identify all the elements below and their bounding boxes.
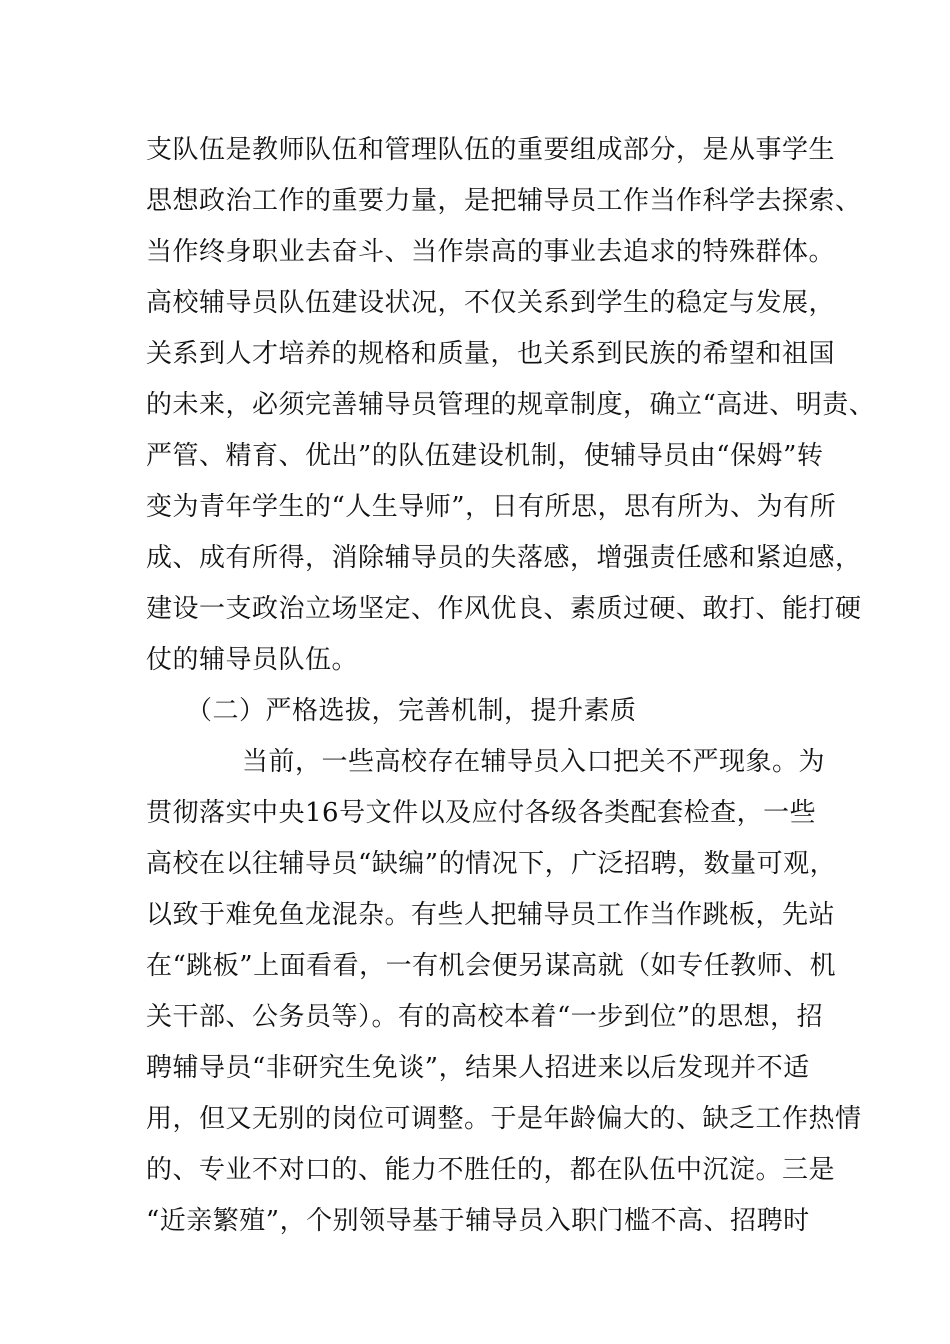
text-line: 关系到人才培养的规格和质量，也关系到民族的希望和祖国 bbox=[146, 339, 836, 369]
text-line: 用，但又无别的岗位可调整。于是年龄偏大的、缺乏工作热情 bbox=[146, 1104, 862, 1134]
text-line: 关干部、公务员等）。有的高校本着“一步到位”的思想，招 bbox=[146, 1002, 824, 1032]
text-line: 仗的辅导员队伍。 bbox=[146, 645, 359, 675]
section-heading: （二）严格选拔，完善机制，提升素质 bbox=[186, 696, 637, 726]
text-line: 高校在以往辅导员“缺编”的情况下，广泛招聘，数量可观， bbox=[146, 849, 837, 879]
text-line: 高校辅导员队伍建设状况，不仅关系到学生的稳定与发展， bbox=[146, 288, 836, 318]
text-line: 支队伍是教师队伍和管理队伍的重要组成部分，是从事学生 bbox=[146, 135, 836, 165]
text-line: 严管、精育、优出”的队伍建设机制，使辅导员由“保姆”转 bbox=[146, 441, 824, 471]
text-line: “近亲繁殖”，个别领导基于辅导员入职门槛不高、招聘时 bbox=[146, 1206, 810, 1236]
text-line: 当前，一些高校存在辅导员入口把关不严现象。为 bbox=[242, 747, 826, 777]
text-line: 的未来，必须完善辅导员管理的规章制度，确立“高进、明责、 bbox=[146, 390, 876, 420]
text-line: 聘辅导员“非研究生免谈”，结果人招进来以后发现并不适 bbox=[146, 1053, 810, 1083]
text-line: 成、成有所得，消除辅导员的失落感，增强责任感和紧迫感， bbox=[146, 543, 862, 573]
text-line: 以致于难免鱼龙混杂。有些人把辅导员工作当作跳板，先站 bbox=[146, 900, 836, 930]
text-line: 变为青年学生的“人生导师”，日有所思，思有所为、为有所 bbox=[146, 492, 837, 522]
text-line: 当作终身职业去奋斗、当作崇高的事业去追求的特殊群体。 bbox=[146, 237, 836, 267]
text-line: 的、专业不对口的、能力不胜任的，都在队伍中沉淀。三是 bbox=[146, 1155, 836, 1185]
text-line: 建设一支政治立场坚定、作风优良、素质过硬、敢打、能打硬 bbox=[146, 594, 862, 624]
text-line: 思想政治工作的重要力量，是把辅导员工作当作科学去探索、 bbox=[146, 186, 862, 216]
text-line: 在“跳板”上面看看，一有机会便另谋高就（如专任教师、机 bbox=[146, 951, 837, 981]
text-line: 贯彻落实中央16号文件以及应付各级各类配套检查，一些 bbox=[146, 798, 817, 828]
